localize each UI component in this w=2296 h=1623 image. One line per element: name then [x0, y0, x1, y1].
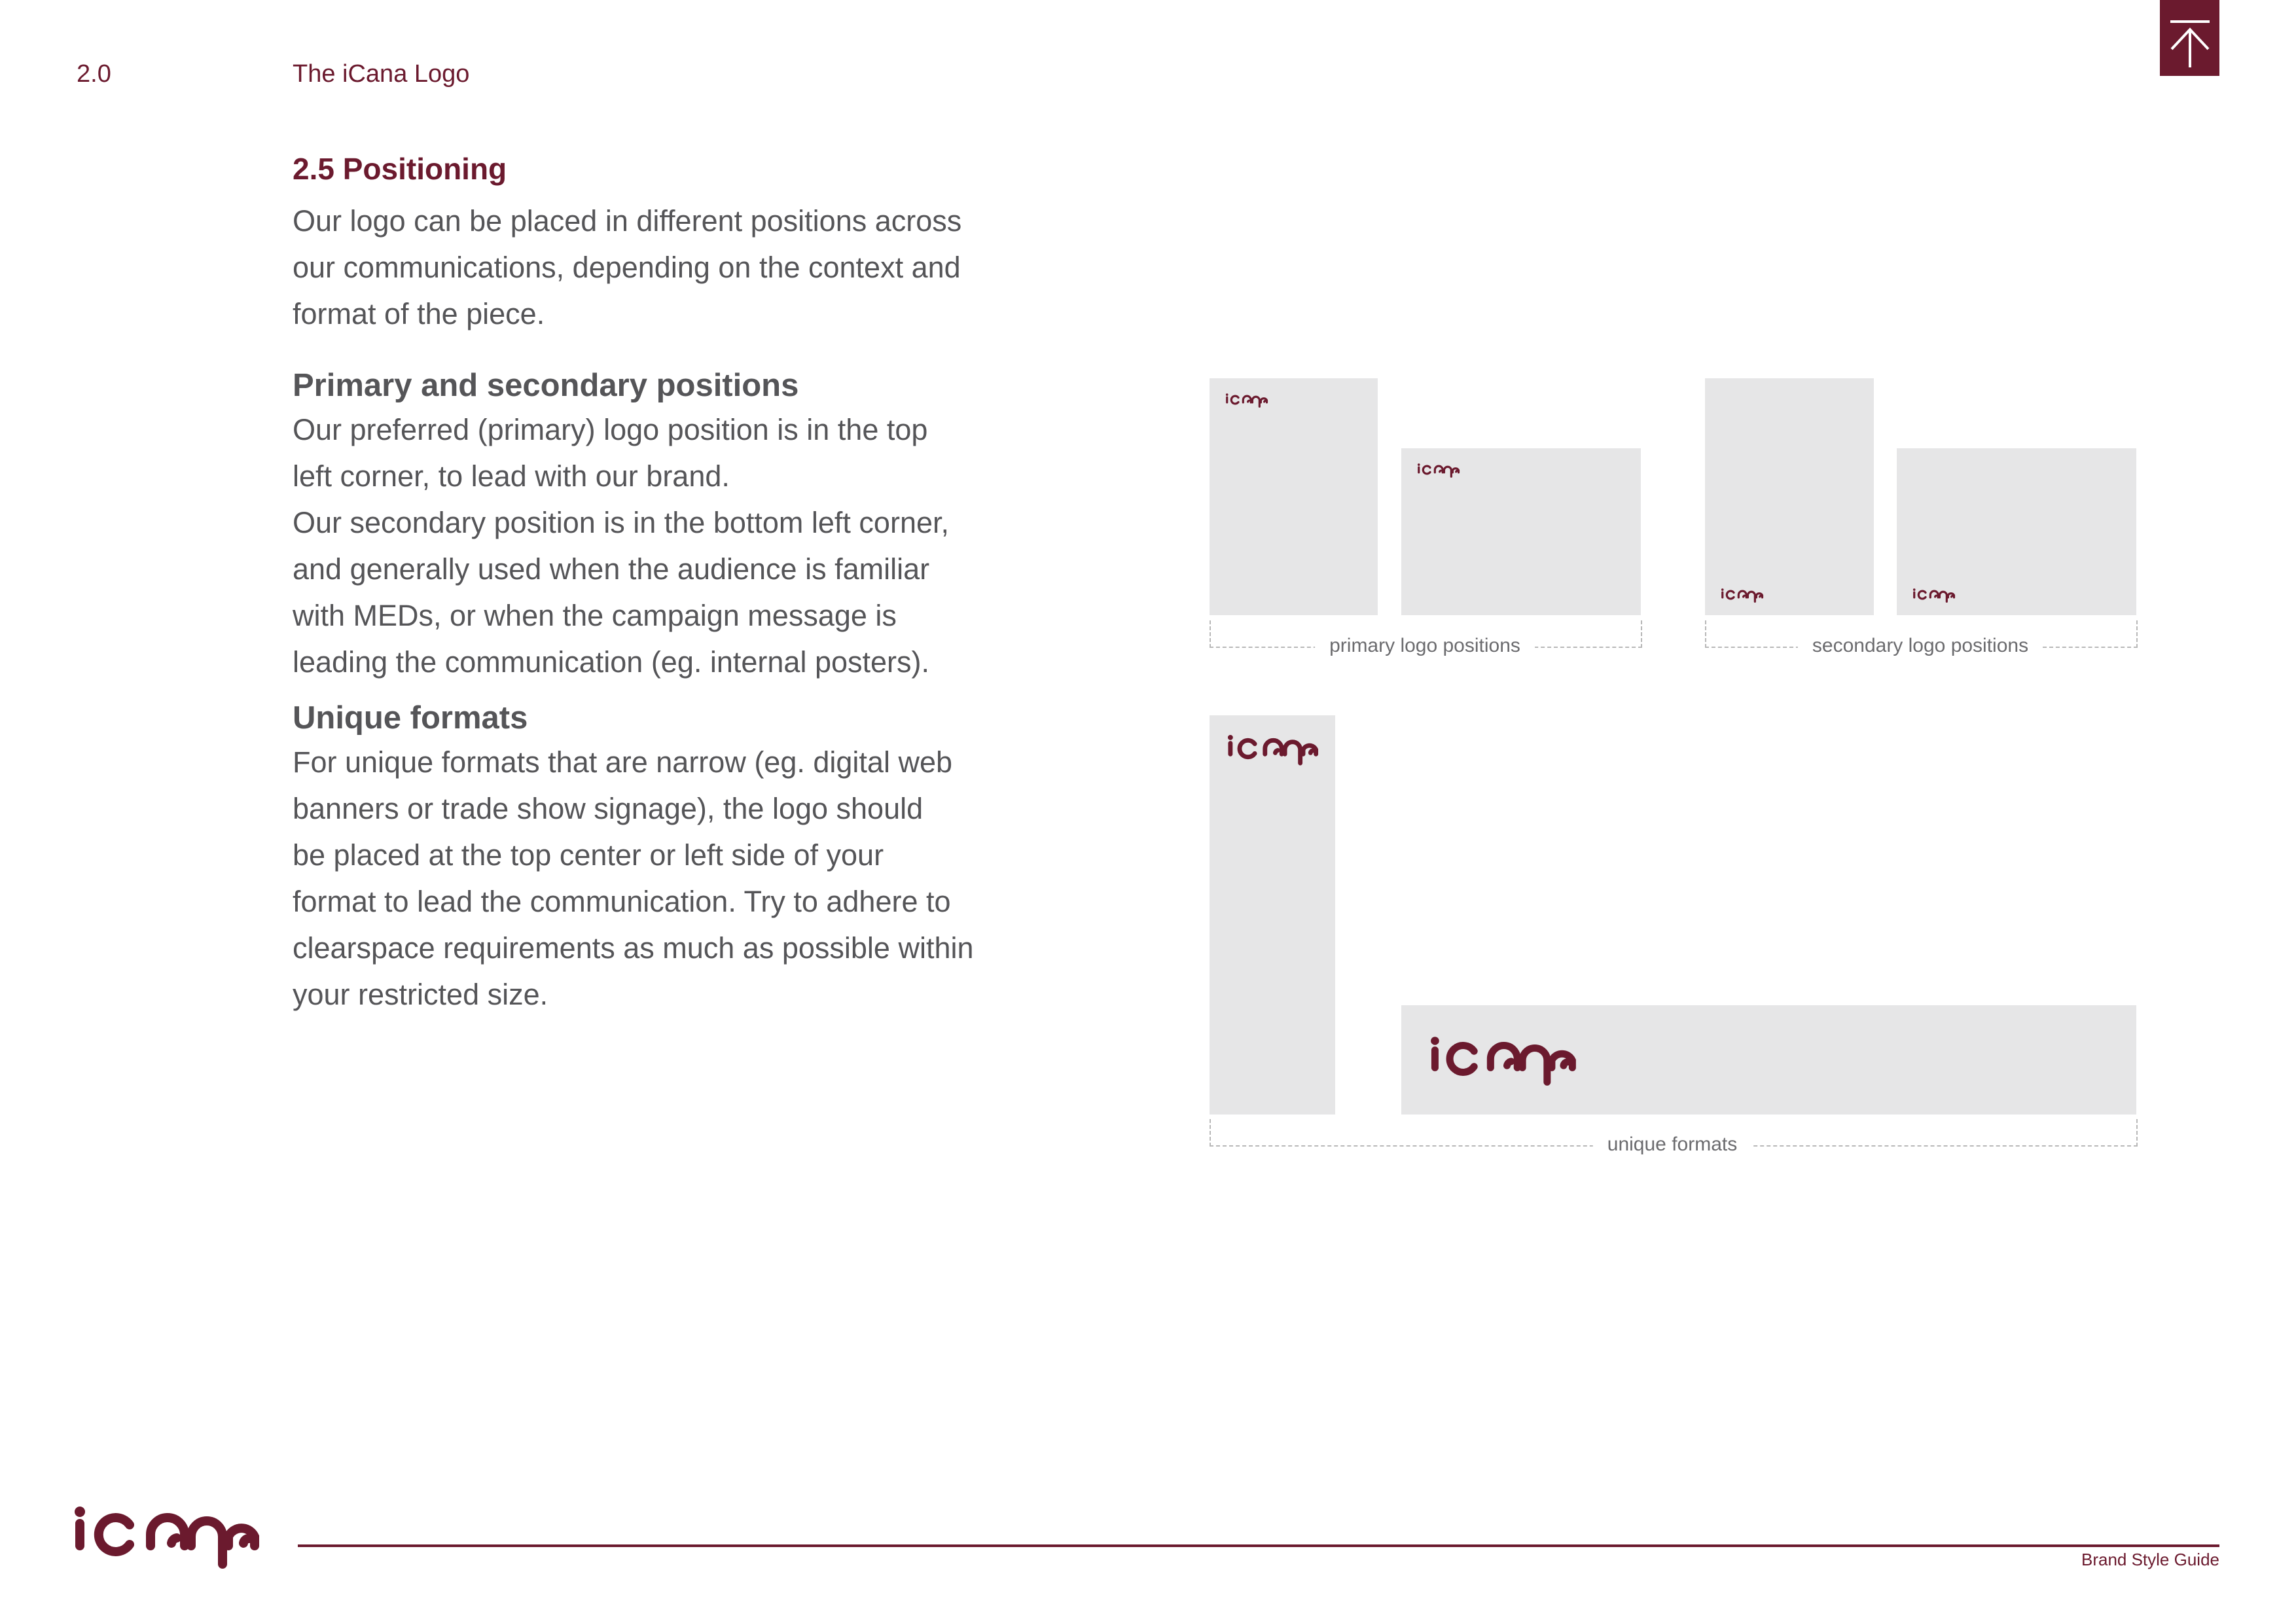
body-line: Our secondary position is in the bottom left corner,	[293, 506, 950, 539]
primary-portrait-panel	[1210, 378, 1378, 615]
text-column	[293, 149, 999, 1018]
body-line: Our preferred (primary) logo position is in the top	[293, 413, 928, 446]
body-line: and generally used when the audience is familiar	[293, 552, 930, 586]
body-line: For unique formats that are narrow (eg. digital web	[293, 745, 952, 779]
unique-banner-panel	[1401, 1005, 2136, 1115]
footer-brand-style-guide: Brand Style Guide	[2081, 1550, 2219, 1569]
back-to-top-button[interactable]	[2160, 0, 2219, 76]
unique-vertical-panel	[1210, 715, 1335, 1115]
secondary-portrait-panel	[1705, 378, 1874, 615]
arrow-up-to-top-icon	[2167, 9, 2213, 67]
body-line: clearspace requirements as much as possible within	[293, 931, 974, 965]
body-line: left corner, to lead with our brand.	[293, 459, 730, 493]
section-title-number: 2.5	[293, 152, 334, 186]
icana-logo-icon	[1912, 586, 1956, 603]
body-line: with MEDs, or when the campaign message is	[293, 599, 897, 632]
primary-secondary-heading: Primary and secondary positions	[293, 368, 799, 403]
body-line: leading the communication (eg. internal posters).	[293, 645, 930, 679]
footer-divider	[298, 1544, 2219, 1547]
intro-line: format of the piece.	[293, 297, 545, 330]
unique-formats-label: unique formats	[1593, 1133, 1751, 1156]
intro-paragraph	[293, 198, 999, 337]
icana-logo-icon	[1429, 1030, 1578, 1088]
secondary-landscape-panel	[1897, 448, 2136, 615]
section-title	[293, 149, 999, 188]
icana-logo-icon	[1227, 731, 1319, 766]
primary-secondary-paragraph	[293, 406, 999, 685]
primary-landscape-panel	[1401, 448, 1641, 615]
body-line: format to lead the communication. Try to adhere to	[293, 885, 951, 918]
section-title-text: Positioning	[342, 152, 507, 186]
chapter-title: The iCana Logo	[293, 60, 470, 88]
section-number: 2.0	[77, 60, 111, 88]
icana-logo-icon	[1721, 586, 1764, 603]
secondary-positions-label: secondary logo positions	[1798, 635, 2043, 657]
intro-line: Our logo can be placed in different positions across	[293, 204, 962, 238]
icana-logo-icon	[1225, 391, 1268, 408]
icana-footer-logo	[72, 1499, 262, 1571]
primary-positions-label: primary logo positions	[1315, 635, 1535, 657]
unique-formats-heading: Unique formats	[293, 700, 528, 736]
body-line: your restricted size.	[293, 978, 548, 1011]
body-line: be placed at the top center or left side of your	[293, 838, 884, 872]
intro-line: our communications, depending on the context and	[293, 251, 961, 284]
icana-logo-icon	[1417, 461, 1460, 478]
unique-formats-paragraph	[293, 739, 999, 1018]
body-line: banners or trade show signage), the logo should	[293, 792, 924, 825]
